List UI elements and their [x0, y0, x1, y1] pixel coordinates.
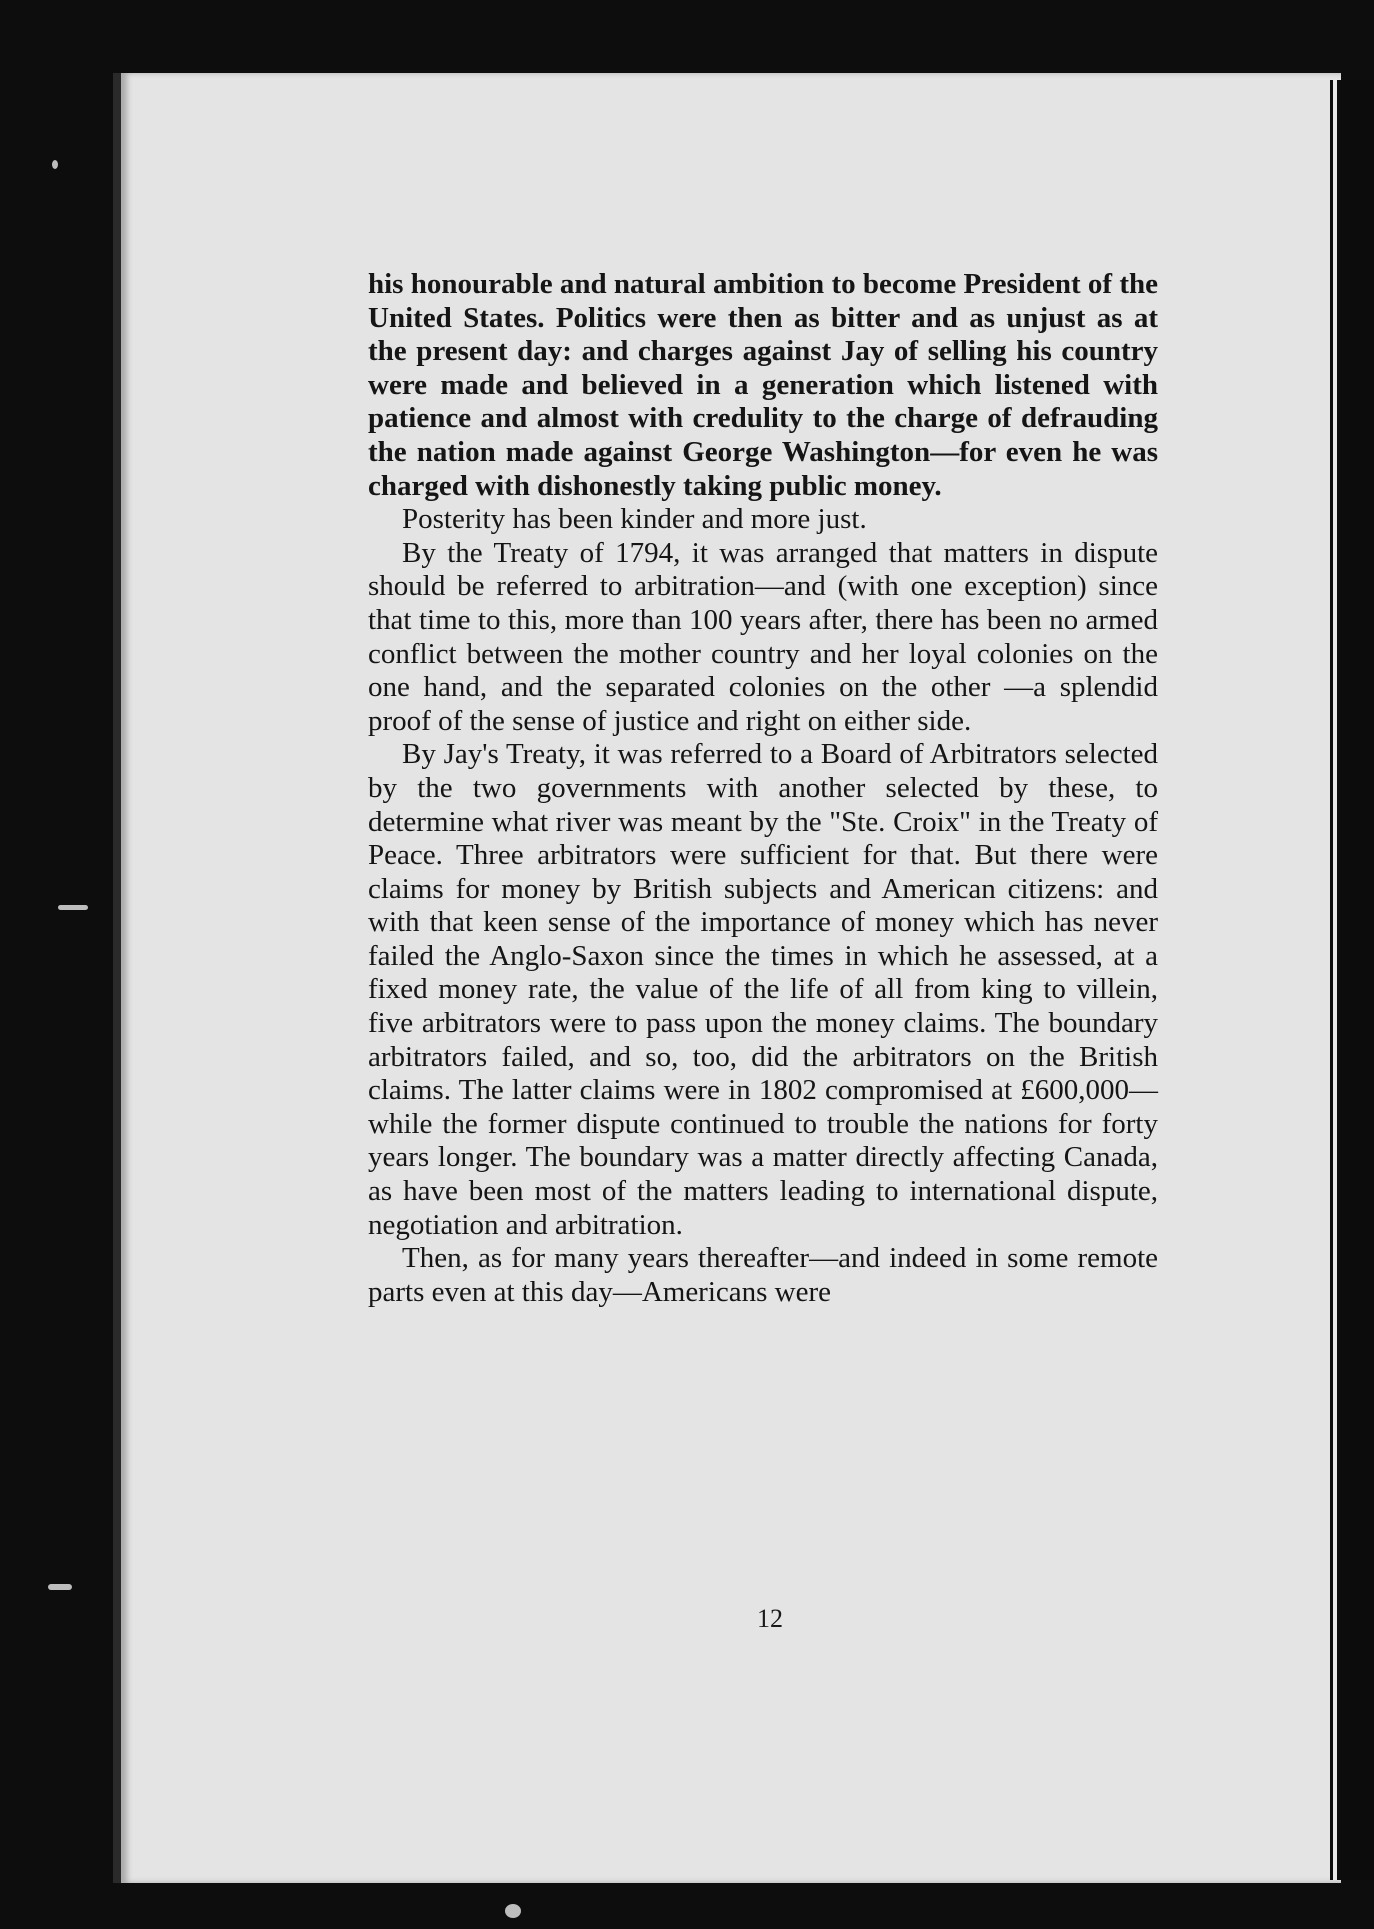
dust-speck: [48, 1584, 72, 1590]
body-text: [368, 268, 1158, 1309]
paragraph: By Jay's Treaty, it was referred to a Board of Arbitrators selected by the two governments with another selected by these, to determine what river was meant by the "Ste. Croix" in the Treaty of Peace. Three arbitrators were sufficient for that. But there were claims for money by British subjects and American citizens: and with that keen sense of the importance of money which has never failed the Anglo-Saxon since the times in which he assessed, at a fixed money rate, the value of the life of all from king to villein, five arbitrators were to pass upon the money claims. The boundary arbitrators failed, and so, too, did the arbitrators on the British claims. The latter claims were in 1802 compromised at £600,000—while the former dispute continued to trouble the nations for forty years longer. The boundary was a matter directly affecting Canada, as have been most of the matters leading to international dispute, negotiation and arbitration.: [368, 738, 1158, 1241]
paragraph: Posterity has been kinder and more just.: [402, 503, 867, 536]
paragraph: By the Treaty of 1794, it was arranged that matters in dispute should be referred to arbitration—and (with one exception) since that time to this, more than 100 years after, there has been no armed conflict between the mother country and her loyal colonies on the one hand, and the separated colonies on the other —a splendid proof of the sense of justice and right on either side.: [368, 536, 1158, 737]
dust-speck: [58, 905, 88, 910]
right-page-edge-line: [1333, 80, 1337, 1880]
paragraph: Then, as for many years thereafter—and indeed in some remote parts even at this day—Americans were: [368, 1242, 1158, 1308]
dust-speck: [505, 1904, 521, 1918]
page-number: 12: [757, 1604, 783, 1633]
paragraph: his honourable and natural ambition to become President of the United States. Politics were then as bitter and as unjust as at the present day: and charges against Jay of selling his country were made and believed in a generation which listened with patience and almost with credulity to the charge of defrauding the nation made against George Washington—for even he was charged with dishonestly taking public money.: [368, 268, 1158, 502]
dust-speck: [52, 160, 58, 169]
